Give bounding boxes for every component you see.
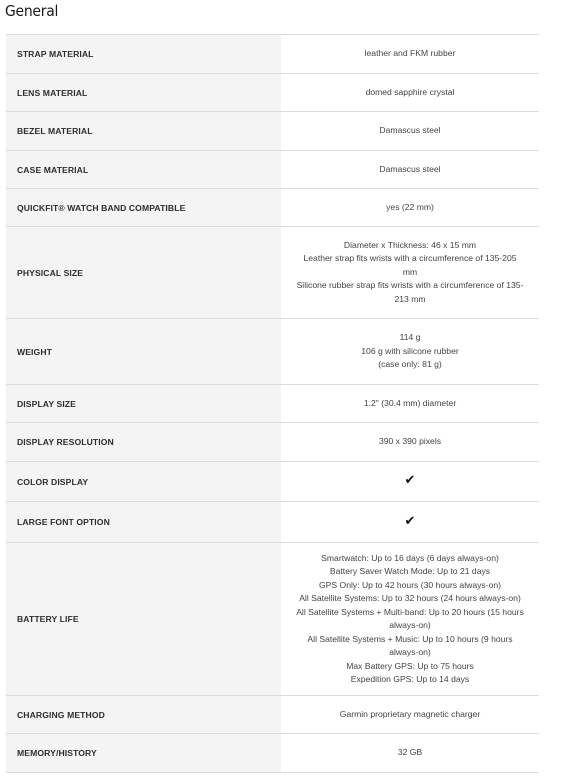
spec-value bbox=[281, 35, 539, 74]
spec-label: COLOR DISPLAY bbox=[6, 462, 281, 502]
spec-value bbox=[281, 423, 539, 462]
spec-row bbox=[6, 385, 539, 423]
spec-value bbox=[281, 734, 539, 773]
spec-value-line: always-on) bbox=[389, 620, 431, 630]
spec-row bbox=[6, 696, 539, 734]
spec-value bbox=[281, 696, 539, 734]
spec-label: WEIGHT bbox=[6, 319, 281, 385]
spec-value bbox=[281, 227, 539, 319]
spec-value-line: leather and FKM rubber bbox=[364, 48, 456, 59]
spec-value-line: Battery Saver Watch Mode: Up to 21 days bbox=[329, 566, 491, 576]
spec-value-line: 390 x 390 pixels bbox=[378, 436, 442, 447]
spec-row bbox=[6, 734, 539, 773]
spec-label: CASE MATERIAL bbox=[6, 151, 281, 189]
spec-value bbox=[281, 151, 539, 189]
spec-row bbox=[6, 502, 539, 543]
spec-value-line: All Satellite Systems: Up to 32 hours (24 hours always-on) bbox=[299, 593, 521, 603]
spec-value-line: Silicone rubber strap fits wrists with a circumference of 135- bbox=[296, 280, 524, 291]
spec-value-line: mm bbox=[402, 266, 418, 277]
spec-table bbox=[6, 34, 539, 773]
spec-label: DISPLAY SIZE bbox=[6, 385, 281, 423]
spec-value bbox=[281, 543, 539, 696]
spec-row bbox=[6, 227, 539, 319]
spec-value bbox=[281, 502, 539, 543]
spec-value-line: yes (22 mm) bbox=[386, 201, 434, 212]
spec-value-line: Smartwatch: Up to 16 days (6 days always-on) bbox=[321, 552, 499, 563]
spec-value bbox=[281, 385, 539, 423]
spec-row bbox=[6, 543, 539, 696]
spec-value-line: (case only: 81 g) bbox=[378, 359, 442, 370]
spec-value-line: domed sapphire crystal bbox=[365, 86, 455, 97]
spec-row bbox=[6, 112, 539, 151]
spec-value-line: GPS Only: Up to 42 hours (30 hours always-on) bbox=[319, 579, 501, 590]
spec-row bbox=[6, 35, 539, 74]
spec-value-line: Leather strap fits wrists with a circumference of 135-205 bbox=[303, 253, 517, 264]
spec-row bbox=[6, 423, 539, 462]
spec-value-line: 32 GB bbox=[397, 747, 423, 758]
spec-value bbox=[281, 189, 539, 227]
spec-value-line: All Satellite Systems + Music: Up to 10 hours (9 hours bbox=[307, 633, 513, 644]
spec-label: QUICKFIT® WATCH BAND COMPATIBLE bbox=[6, 189, 281, 227]
spec-row bbox=[6, 319, 539, 385]
spec-value bbox=[281, 74, 539, 112]
section-title: General bbox=[5, 2, 59, 20]
checkmark-icon: ✔ bbox=[404, 473, 416, 489]
checkmark-icon: ✔ bbox=[404, 513, 416, 529]
spec-value-line: Garmin proprietary magnetic charger bbox=[339, 708, 481, 719]
spec-value-line: 114 g bbox=[399, 332, 421, 343]
spec-label: MEMORY/HISTORY bbox=[6, 734, 281, 773]
spec-label: LARGE FONT OPTION bbox=[6, 502, 281, 543]
spec-label: BATTERY LIFE bbox=[6, 543, 281, 696]
spec-value-line: Damascus steel bbox=[379, 163, 441, 174]
spec-value-line: 213 mm bbox=[394, 293, 426, 304]
spec-row bbox=[6, 74, 539, 112]
spec-value-line: Expedition GPS: Up to 14 days bbox=[350, 674, 470, 684]
spec-label: CHARGING METHOD bbox=[6, 696, 281, 734]
spec-value-line: always-on) bbox=[389, 647, 431, 657]
spec-value bbox=[281, 112, 539, 151]
spec-value-line: Damascus steel bbox=[379, 125, 441, 136]
spec-row bbox=[6, 151, 539, 189]
spec-value-line: All Satellite Systems + Multi-band: Up to 20 hours (15 hours bbox=[296, 606, 524, 617]
spec-row bbox=[6, 462, 539, 502]
spec-value-line: Max Battery GPS: Up to 75 hours bbox=[346, 660, 474, 671]
spec-value bbox=[281, 319, 539, 385]
spec-row bbox=[6, 189, 539, 227]
spec-label: STRAP MATERIAL bbox=[6, 35, 281, 74]
spec-label: PHYSICAL SIZE bbox=[6, 227, 281, 319]
spec-value-line: Diameter x Thickness: 46 x 15 mm bbox=[343, 239, 477, 250]
spec-label: DISPLAY RESOLUTION bbox=[6, 423, 281, 462]
spec-label: BEZEL MATERIAL bbox=[6, 112, 281, 151]
spec-label: LENS MATERIAL bbox=[6, 74, 281, 112]
spec-value bbox=[281, 462, 539, 502]
spec-value-line: 106 g with silicone rubber bbox=[361, 345, 459, 356]
spec-value-line: 1.2" (30.4 mm) diameter bbox=[363, 397, 457, 408]
